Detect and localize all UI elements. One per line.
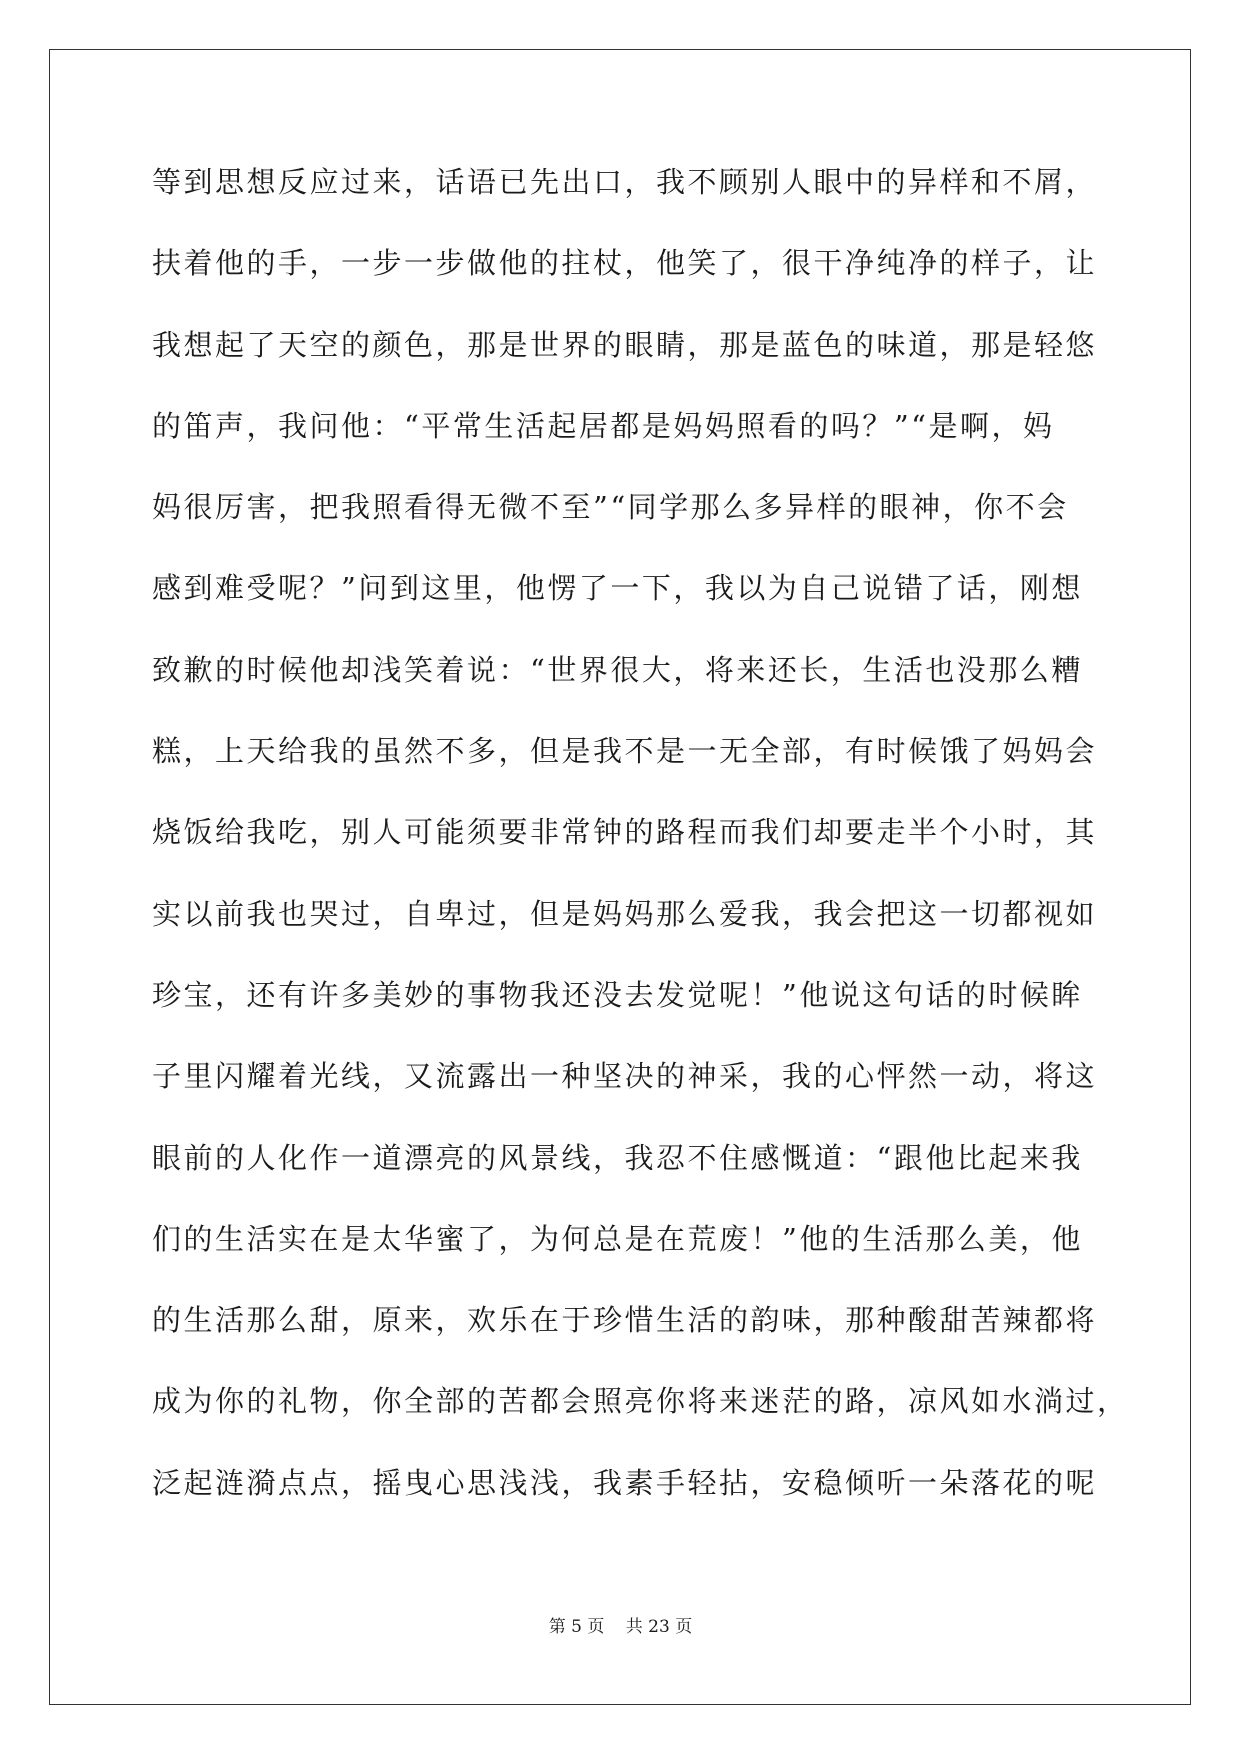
text-line: 们的生活实在是太华蜜了，为何总是在荒废！”他的生活那么美，他 [152,1221,1083,1256]
text-line: 泛起涟漪点点，摇曳心思浅浅，我素手轻拈，安稳倾听一朵落花的呢 [152,1465,1098,1500]
text-line: 扶着他的手，一步一步做他的拄杖，他笑了，很干净纯净的样子，让 [152,246,1098,281]
text-line: 致歉的时候他却浅笑着说：“世界很大，将来还长，生活也没那么糟 [152,652,1083,687]
text-line: 我想起了天空的颜色，那是世界的眼睛，那是蓝色的味道，那是轻悠 [152,327,1098,362]
text-line: 感到难受呢？”问到这里，他愣了一下，我以为自己说错了话，刚想 [152,571,1083,606]
page-total: 共 23 页 [625,1617,693,1637]
text-line: 烧饭给我吃，别人可能须要非常钟的路程而我们却要走半个小时，其 [152,815,1098,850]
text-line: 妈很厉害，把我照看得无微不至”“同学那么多异样的眼神，你不会 [152,490,1069,525]
page-number: 第 5 页 [548,1617,605,1637]
text-line: 实以前我也哭过，自卑过，但是妈妈那么爱我，我会把这一切都视如 [152,896,1098,931]
page-footer [0,1612,1241,1637]
text-line: 糕，上天给我的虽然不多，但是我不是一无全部，有时候饿了妈妈会 [152,734,1098,769]
document-body [152,160,1129,1542]
text-line: 的笛声，我问他：“平常生活起居都是妈妈照看的吗？”“是啊，妈 [152,408,1055,443]
text-line: 子里闪耀着光线，又流露出一种坚决的神采，我的心怦然一动，将这 [152,1059,1098,1094]
text-line: 等到思想反应过来，话语已先出口，我不顾别人眼中的异样和不屑， [152,165,1098,199]
text-line: 的生活那么甜，原来，欢乐在于珍惜生活的韵味，那种酸甜苦辣都将 [152,1303,1098,1338]
text-line: 成为你的礼物，你全部的苦都会照亮你将来迷茫的路，凉风如水淌过， [152,1384,1129,1419]
text-line: 珍宝，还有许多美妙的事物我还没去发觉呢！”他说这句话的时候眸 [152,977,1083,1012]
text-line: 眼前的人化作一道漂亮的风景线，我忍不住感慨道：“跟他比起来我 [152,1140,1083,1175]
